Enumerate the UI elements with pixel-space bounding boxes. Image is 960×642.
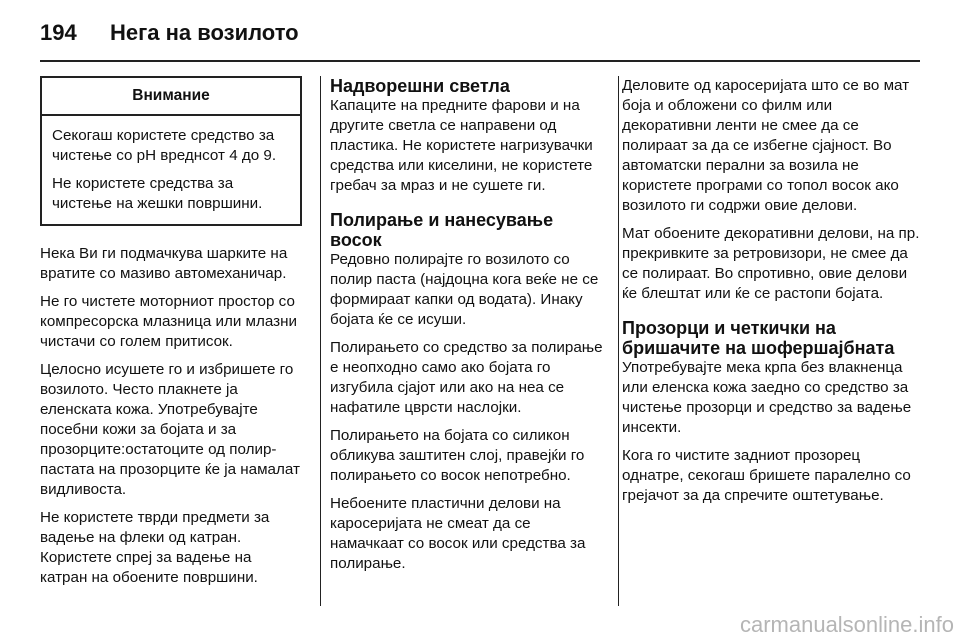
paragraph: Полирањето со средство за полирање е неопходно само ако бојата го изгубила сјајот или ако на неа се нафатиле цврсти наслојки.	[330, 339, 603, 416]
column-divider-2	[618, 76, 619, 606]
paragraph: Не користете тврди предмети за вадење на флеки од катран. Користете спреј за вадење на катран на обоените површини.	[40, 509, 270, 586]
paragraph: Мат обоените декоративни делови, на пр. прекривките за ретровизори, не смее да се полираат. Во спротивно, овие делови ќе блештат или ќе се растопи бојата.	[622, 225, 920, 302]
paragraph: Употребувајте мека крпа без влакненца или еленска кожа заедно со средство за чистење прозорци и средство за вадење инсекти.	[622, 359, 912, 436]
section-heading: Полирање и нанесување восок	[330, 210, 554, 250]
section-heading: Надворешни светла	[330, 76, 510, 96]
paragraph: Небоените пластични делови на каросеријата не смеат да се намачкаат со восок или средства за полирање.	[330, 495, 586, 572]
section-heading: Прозорци и четкички на бришачите на шофершајбната	[622, 318, 895, 358]
paragraph: Деловите од каросеријата што се во мат боја и обложени со филм или декоративни ленти не смее да се полираат за да се избегне сјајност. Во автоматски перални за возила не користете програми со топол восок ако возилото ги содржи овие делови.	[622, 77, 910, 214]
column-divider-1	[320, 76, 321, 606]
paragraph: Не го чистете моторниот простор со компресорска млазница или млазни чистачи со голем притисок.	[40, 293, 297, 350]
paragraph: Кога го чистите задниот прозорец однатре, секогаш бришете паралелно со грејачот за да спречите оштетување.	[622, 447, 911, 504]
column-1	[40, 76, 302, 596]
page-number: 194	[40, 20, 77, 45]
warning-line: Секогаш користете средство за чистење со pH вреднсот 4 до 9.	[52, 127, 277, 164]
column-3	[622, 76, 922, 514]
warning-title: Внимание	[42, 78, 300, 116]
page-header	[40, 20, 920, 60]
paragraph: Полирањето на бојата со силикон обликува заштитен слој, правејќи го полирањето со восок непотребно.	[330, 427, 585, 484]
site-watermark: carmanualsonline.info	[739, 612, 954, 637]
page-title: Нега на возилото	[110, 20, 299, 45]
column-2	[330, 76, 605, 582]
paragraph: Редовно полирајте го возилото со полир паста (најдоцна кога веќе не се формираат капки од водата). Инаку бојата ќе се исуши.	[330, 251, 599, 328]
warning-box	[40, 76, 302, 226]
header-divider	[40, 60, 920, 62]
warning-line: Не користете средства за чистење на жешки површини.	[52, 175, 263, 212]
paragraph: Капаците на предните фарови и на другите светла се направени од пластика. Не користете нагризувачки средства или киселини, не користете гребач за мраз и не сушете ги.	[330, 97, 593, 194]
paragraph: Нека Ви ги подмачкува шарките на вратите со мазиво автомеханичар.	[40, 245, 288, 282]
paragraph: Целосно исушете го и избришете го возилото. Често плакнете ја еленската кожа. Употребувајте посебни кожи за бојата и за прозорците:остатоците од полир-пастата на прозорците ќе ја намалат видливоста.	[40, 361, 300, 498]
warning-body	[42, 116, 300, 224]
